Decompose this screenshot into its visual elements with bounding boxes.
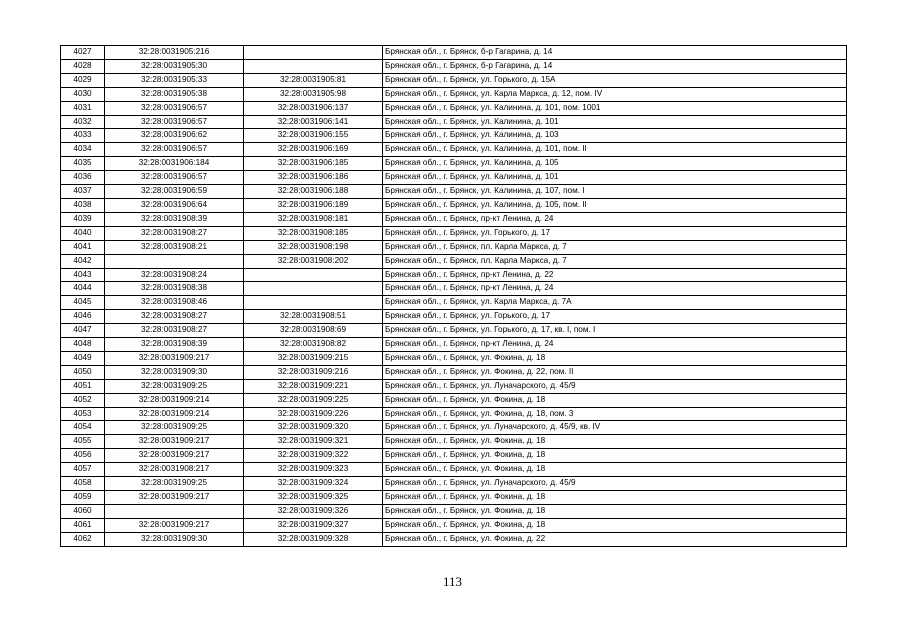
related-cadastral-number-cell: 32:28:0031908:181 — [244, 212, 383, 226]
related-cadastral-number-cell: 32:28:0031908:82 — [244, 338, 383, 352]
table-row — [61, 185, 847, 199]
cadastral-number-cell: 32:28:0031909:214 — [105, 393, 244, 407]
address-cell: Брянская обл., г. Брянск, ул. Калинина, д. 101 — [383, 115, 847, 129]
row-number-cell: 4049 — [61, 351, 105, 365]
related-cadastral-number-cell: 32:28:0031909:215 — [244, 351, 383, 365]
row-number-cell: 4029 — [61, 73, 105, 87]
table-row — [61, 212, 847, 226]
row-number-cell: 4058 — [61, 477, 105, 491]
address-cell: Брянская обл., г. Брянск, ул. Фокина, д. 18 — [383, 449, 847, 463]
address-cell: Брянская обл., г. Брянск, пл. Карла Маркса, д. 7 — [383, 254, 847, 268]
row-number-cell: 4043 — [61, 268, 105, 282]
row-number-cell: 4039 — [61, 212, 105, 226]
row-number-cell: 4044 — [61, 282, 105, 296]
table-row — [61, 59, 847, 73]
table-row — [61, 282, 847, 296]
address-cell: Брянская обл., г. Брянск, ул. Калинина, д. 101 — [383, 171, 847, 185]
row-number-cell: 4059 — [61, 491, 105, 505]
address-cell: Брянская обл., г. Брянск, пр-кт Ленина, д. 24 — [383, 212, 847, 226]
related-cadastral-number-cell: 32:28:0031908:185 — [244, 226, 383, 240]
related-cadastral-number-cell — [244, 282, 383, 296]
table-row — [61, 407, 847, 421]
address-cell: Брянская обл., г. Брянск, ул. Калинина, д. 105, пом. II — [383, 198, 847, 212]
related-cadastral-number-cell: 32:28:0031906:189 — [244, 198, 383, 212]
related-cadastral-number-cell: 32:28:0031906:155 — [244, 129, 383, 143]
address-cell: Брянская обл., г. Брянск, пр-кт Ленина, д. 24 — [383, 338, 847, 352]
related-cadastral-number-cell: 32:28:0031909:226 — [244, 407, 383, 421]
address-cell: Брянская обл., г. Брянск, ул. Фокина, д. 18 — [383, 504, 847, 518]
cadastral-number-cell: 32:28:0031909:214 — [105, 407, 244, 421]
table-row — [61, 143, 847, 157]
address-cell: Брянская обл., г. Брянск, ул. Горького, д. 17 — [383, 310, 847, 324]
cadastral-number-cell: 32:28:0031906:57 — [105, 143, 244, 157]
table-row — [61, 157, 847, 171]
related-cadastral-number-cell — [244, 296, 383, 310]
address-cell: Брянская обл., г. Брянск, ул. Фокина, д. 18 — [383, 393, 847, 407]
related-cadastral-number-cell: 32:28:0031909:221 — [244, 379, 383, 393]
cadastral-number-cell: 32:28:0031905:38 — [105, 87, 244, 101]
cadastral-number-cell: 32:28:0031909:217 — [105, 491, 244, 505]
cadastral-number-cell: 32:28:0031909:217 — [105, 351, 244, 365]
cadastral-number-cell — [105, 504, 244, 518]
row-number-cell: 4032 — [61, 115, 105, 129]
row-number-cell: 4037 — [61, 185, 105, 199]
cadastral-number-cell: 32:28:0031906:64 — [105, 198, 244, 212]
cadastral-number-cell: 32:28:0031906:59 — [105, 185, 244, 199]
address-cell: Брянская обл., г. Брянск, ул. Калинина, д. 103 — [383, 129, 847, 143]
related-cadastral-number-cell: 32:28:0031909:321 — [244, 435, 383, 449]
cadastral-number-cell: 32:28:0031908:39 — [105, 212, 244, 226]
cadastral-number-cell: 32:28:0031908:46 — [105, 296, 244, 310]
cadastral-number-cell: 32:28:0031905:33 — [105, 73, 244, 87]
table-row — [61, 198, 847, 212]
table-row — [61, 532, 847, 546]
cadastral-number-cell: 32:28:0031906:57 — [105, 115, 244, 129]
address-cell: Брянская обл., г. Брянск, ул. Луначарского, д. 45/9 — [383, 477, 847, 491]
row-number-cell: 4035 — [61, 157, 105, 171]
table-row — [61, 171, 847, 185]
related-cadastral-number-cell: 32:28:0031905:81 — [244, 73, 383, 87]
address-cell: Брянская обл., г. Брянск, ул. Карла Маркса, д. 12, пом. IV — [383, 87, 847, 101]
table-row — [61, 338, 847, 352]
table-row — [61, 240, 847, 254]
row-number-cell: 4028 — [61, 59, 105, 73]
row-number-cell: 4042 — [61, 254, 105, 268]
table-row — [61, 393, 847, 407]
row-number-cell: 4040 — [61, 226, 105, 240]
cadastral-number-cell: 32:28:0031909:25 — [105, 379, 244, 393]
row-number-cell: 4033 — [61, 129, 105, 143]
table-row — [61, 101, 847, 115]
related-cadastral-number-cell: 32:28:0031909:326 — [244, 504, 383, 518]
related-cadastral-number-cell — [244, 59, 383, 73]
table-row — [61, 518, 847, 532]
property-register-table — [60, 45, 847, 547]
related-cadastral-number-cell: 32:28:0031908:198 — [244, 240, 383, 254]
row-number-cell: 4036 — [61, 171, 105, 185]
table-row — [61, 46, 847, 60]
row-number-cell: 4053 — [61, 407, 105, 421]
related-cadastral-number-cell: 32:28:0031906:169 — [244, 143, 383, 157]
table-row — [61, 449, 847, 463]
address-cell: Брянская обл., г. Брянск, б-р Гагарина, д. 14 — [383, 46, 847, 60]
related-cadastral-number-cell: 32:28:0031905:98 — [244, 87, 383, 101]
cadastral-number-cell: 32:28:0031905:30 — [105, 59, 244, 73]
cadastral-number-cell: 32:28:0031909:217 — [105, 435, 244, 449]
table-row — [61, 324, 847, 338]
cadastral-number-cell: 32:28:0031909:217 — [105, 518, 244, 532]
row-number-cell: 4045 — [61, 296, 105, 310]
related-cadastral-number-cell: 32:28:0031909:320 — [244, 421, 383, 435]
address-cell: Брянская обл., г. Брянск, б-р Гагарина, д. 14 — [383, 59, 847, 73]
address-cell: Брянская обл., г. Брянск, ул. Фокина, д. 18 — [383, 491, 847, 505]
address-cell: Брянская обл., г. Брянск, ул. Карла Маркса, д. 7А — [383, 296, 847, 310]
cadastral-number-cell: 32:28:0031905:216 — [105, 46, 244, 60]
table-body — [61, 46, 847, 547]
related-cadastral-number-cell: 32:28:0031906:186 — [244, 171, 383, 185]
table-row — [61, 477, 847, 491]
address-cell: Брянская обл., г. Брянск, пр-кт Ленина, д. 24 — [383, 282, 847, 296]
table-row — [61, 310, 847, 324]
row-number-cell: 4055 — [61, 435, 105, 449]
related-cadastral-number-cell: 32:28:0031908:69 — [244, 324, 383, 338]
cadastral-number-cell: 32:28:0031906:57 — [105, 171, 244, 185]
row-number-cell: 4046 — [61, 310, 105, 324]
related-cadastral-number-cell — [244, 268, 383, 282]
related-cadastral-number-cell: 32:28:0031909:216 — [244, 365, 383, 379]
related-cadastral-number-cell: 32:28:0031906:137 — [244, 101, 383, 115]
cadastral-number-cell: 32:28:0031908:39 — [105, 338, 244, 352]
row-number-cell: 4057 — [61, 463, 105, 477]
related-cadastral-number-cell: 32:28:0031909:322 — [244, 449, 383, 463]
related-cadastral-number-cell: 32:28:0031908:51 — [244, 310, 383, 324]
table-row — [61, 435, 847, 449]
address-cell: Брянская обл., г. Брянск, ул. Фокина, д. 18 — [383, 435, 847, 449]
cadastral-number-cell — [105, 254, 244, 268]
address-cell: Брянская обл., г. Брянск, ул. Горького, д. 17 — [383, 226, 847, 240]
related-cadastral-number-cell: 32:28:0031906:188 — [244, 185, 383, 199]
cadastral-number-cell: 32:28:0031909:25 — [105, 421, 244, 435]
address-cell: Брянская обл., г. Брянск, ул. Горького, д. 17, кв. I, пом. I — [383, 324, 847, 338]
related-cadastral-number-cell: 32:28:0031909:327 — [244, 518, 383, 532]
table-row — [61, 129, 847, 143]
row-number-cell: 4052 — [61, 393, 105, 407]
cadastral-number-cell: 32:28:0031908:27 — [105, 324, 244, 338]
cadastral-number-cell: 32:28:0031908:217 — [105, 463, 244, 477]
cadastral-number-cell: 32:28:0031908:27 — [105, 226, 244, 240]
address-cell: Брянская обл., г. Брянск, ул. Калинина, д. 101, пом. 1001 — [383, 101, 847, 115]
table-row — [61, 87, 847, 101]
address-cell: Брянская обл., г. Брянск, ул. Фокина, д. 22, пом. II — [383, 365, 847, 379]
address-cell: Брянская обл., г. Брянск, ул. Калинина, д. 105 — [383, 157, 847, 171]
table-row — [61, 491, 847, 505]
table-row — [61, 226, 847, 240]
row-number-cell: 4047 — [61, 324, 105, 338]
row-number-cell: 4061 — [61, 518, 105, 532]
table-row — [61, 504, 847, 518]
table-row — [61, 296, 847, 310]
address-cell: Брянская обл., г. Брянск, пр-кт Ленина, д. 22 — [383, 268, 847, 282]
row-number-cell: 4050 — [61, 365, 105, 379]
cadastral-number-cell: 32:28:0031909:217 — [105, 449, 244, 463]
row-number-cell: 4051 — [61, 379, 105, 393]
address-cell: Брянская обл., г. Брянск, ул. Фокина, д. 18 — [383, 351, 847, 365]
row-number-cell: 4062 — [61, 532, 105, 546]
row-number-cell: 4030 — [61, 87, 105, 101]
table-row — [61, 115, 847, 129]
row-number-cell: 4031 — [61, 101, 105, 115]
row-number-cell: 4034 — [61, 143, 105, 157]
address-cell: Брянская обл., г. Брянск, ул. Фокина, д. 18 — [383, 463, 847, 477]
cadastral-number-cell: 32:28:0031909:25 — [105, 477, 244, 491]
table-row — [61, 254, 847, 268]
table-row — [61, 463, 847, 477]
related-cadastral-number-cell: 32:28:0031909:325 — [244, 491, 383, 505]
cadastral-number-cell: 32:28:0031908:38 — [105, 282, 244, 296]
row-number-cell: 4056 — [61, 449, 105, 463]
row-number-cell: 4048 — [61, 338, 105, 352]
address-cell: Брянская обл., г. Брянск, ул. Луначарского, д. 45/9 — [383, 379, 847, 393]
address-cell: Брянская обл., г. Брянск, ул. Фокина, д. 22 — [383, 532, 847, 546]
cadastral-number-cell: 32:28:0031906:184 — [105, 157, 244, 171]
related-cadastral-number-cell: 32:28:0031909:225 — [244, 393, 383, 407]
cadastral-number-cell: 32:28:0031909:30 — [105, 532, 244, 546]
row-number-cell: 4027 — [61, 46, 105, 60]
cadastral-number-cell: 32:28:0031906:57 — [105, 101, 244, 115]
related-cadastral-number-cell: 32:28:0031909:323 — [244, 463, 383, 477]
address-cell: Брянская обл., г. Брянск, ул. Горького, д. 15А — [383, 73, 847, 87]
row-number-cell: 4060 — [61, 504, 105, 518]
table-row — [61, 379, 847, 393]
table-row — [61, 73, 847, 87]
table-row — [61, 268, 847, 282]
cadastral-number-cell: 32:28:0031908:24 — [105, 268, 244, 282]
row-number-cell: 4041 — [61, 240, 105, 254]
related-cadastral-number-cell: 32:28:0031909:324 — [244, 477, 383, 491]
address-cell: Брянская обл., г. Брянск, ул. Фокина, д. 18 — [383, 518, 847, 532]
related-cadastral-number-cell: 32:28:0031908:202 — [244, 254, 383, 268]
table-row — [61, 421, 847, 435]
cadastral-number-cell: 32:28:0031906:62 — [105, 129, 244, 143]
table-row — [61, 365, 847, 379]
related-cadastral-number-cell: 32:28:0031906:141 — [244, 115, 383, 129]
address-cell: Брянская обл., г. Брянск, ул. Луначарского, д. 45/9, кв. IV — [383, 421, 847, 435]
cadastral-number-cell: 32:28:0031908:21 — [105, 240, 244, 254]
row-number-cell: 4054 — [61, 421, 105, 435]
address-cell: Брянская обл., г. Брянск, ул. Калинина, д. 101, пом. II — [383, 143, 847, 157]
table-row — [61, 351, 847, 365]
address-cell: Брянская обл., г. Брянск, ул. Калинина, д. 107, пом. I — [383, 185, 847, 199]
row-number-cell: 4038 — [61, 198, 105, 212]
related-cadastral-number-cell: 32:28:0031906:185 — [244, 157, 383, 171]
cadastral-number-cell: 32:28:0031909:30 — [105, 365, 244, 379]
cadastral-number-cell: 32:28:0031908:27 — [105, 310, 244, 324]
address-cell: Брянская обл., г. Брянск, ул. Фокина, д. 18, пом. 3 — [383, 407, 847, 421]
related-cadastral-number-cell — [244, 46, 383, 60]
address-cell: Брянская обл., г. Брянск, пл. Карла Маркса, д. 7 — [383, 240, 847, 254]
page-number: 113 — [442, 574, 463, 589]
related-cadastral-number-cell: 32:28:0031909:328 — [244, 532, 383, 546]
